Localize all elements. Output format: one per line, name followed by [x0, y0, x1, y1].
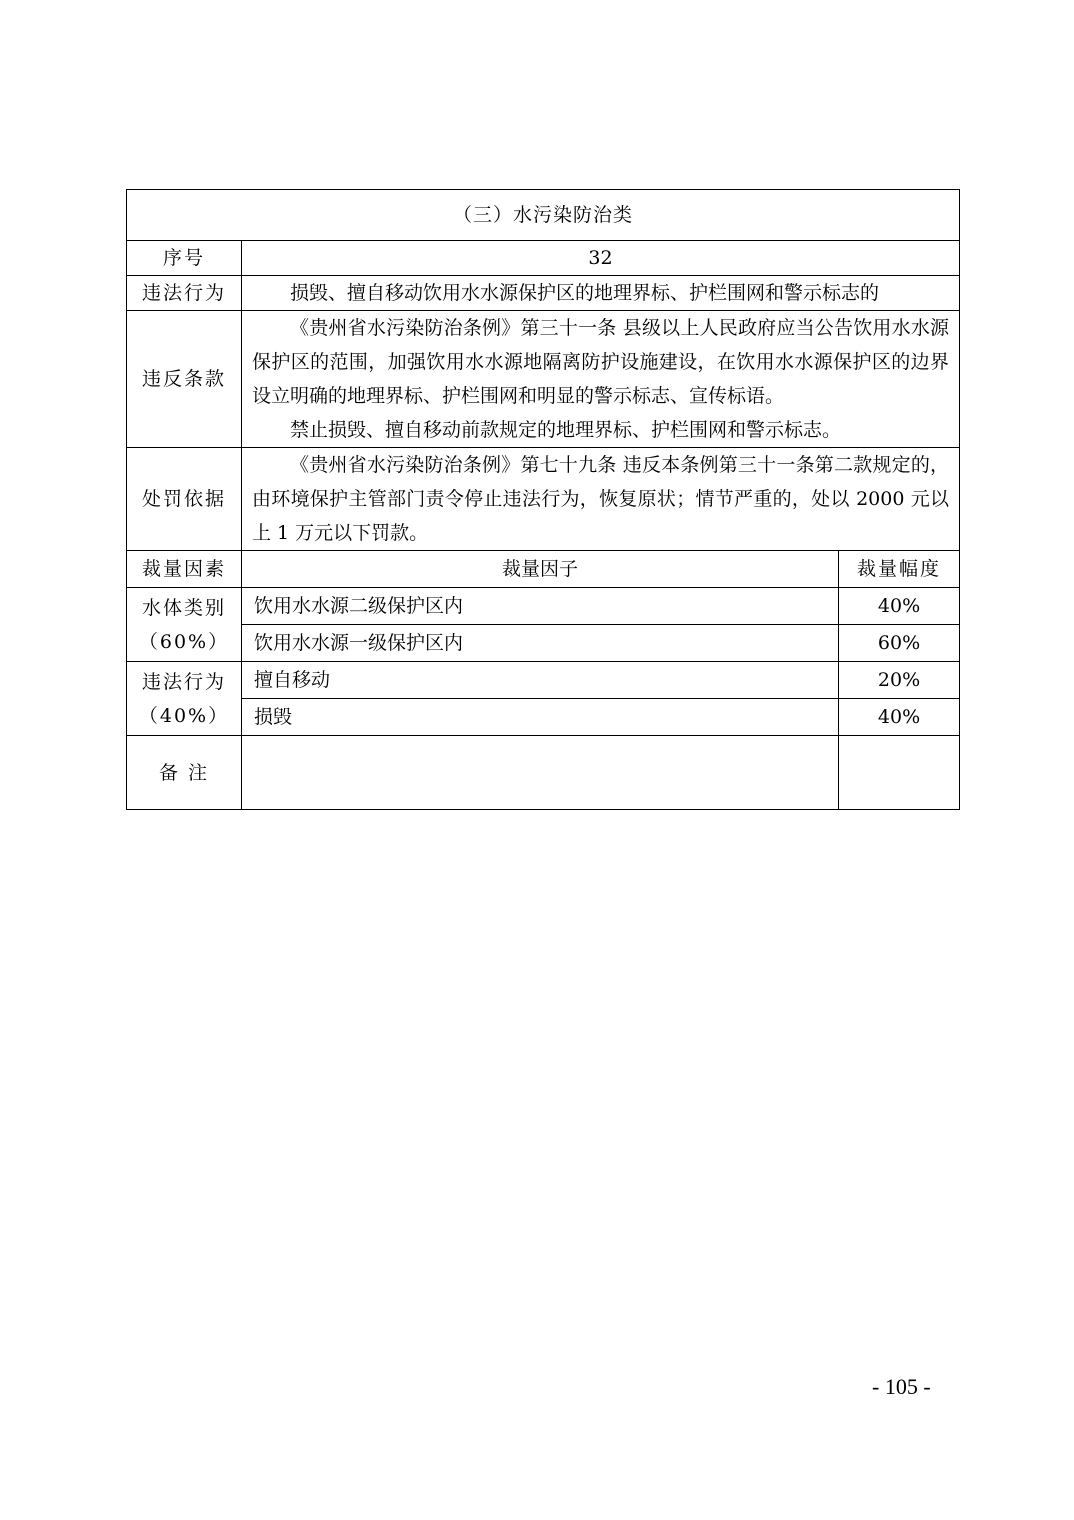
violation-value: [242, 276, 960, 311]
clause-row: [127, 311, 960, 448]
basis-row: [127, 448, 960, 551]
penalty-discretion-table: [126, 189, 960, 810]
factor-group-name: 违法行为: [141, 670, 226, 693]
factor-item: 饮用水水源一级保护区内: [242, 625, 839, 662]
sequence-value: 32: [242, 241, 960, 276]
clause-content: [242, 311, 960, 448]
factor-group-weight: （40%）: [138, 704, 230, 727]
factor-range: 20%: [839, 662, 960, 699]
factor-item: 损毁: [242, 699, 839, 736]
factor-range: 40%: [839, 699, 960, 736]
factor-range: 60%: [839, 625, 960, 662]
factor-group-name: 水体类别: [141, 596, 226, 619]
sequence-label: 序号: [127, 241, 242, 276]
violation-label: 违法行为: [127, 276, 242, 311]
note-row: [127, 736, 960, 810]
table-title: （三）水污染防治类: [127, 190, 960, 241]
note-label: 备 注: [127, 736, 242, 810]
basis-content: [242, 448, 960, 551]
note-extra: [839, 736, 960, 810]
factor-row: [127, 625, 960, 662]
basis-paragraph: 《贵州省水污染防治条例》第七十九条 违反本条例第三十一条第二款规定的，由环境保护主管部门责令停止违法行为，恢复原状；情节严重的，处以 2000 元以上 1 万元以下罚款。: [252, 454, 950, 544]
factor-row: [127, 699, 960, 736]
factor-group-violation: [127, 662, 242, 736]
note-value: [242, 736, 839, 810]
factor-item: 擅自移动: [242, 662, 839, 699]
factor-header: 裁量因素: [127, 551, 242, 588]
violation-row: [127, 276, 960, 311]
range-header: 裁量幅度: [839, 551, 960, 588]
factor-row: [127, 662, 960, 699]
item-header: 裁量因子: [242, 551, 839, 588]
clause-label: 违反条款: [127, 311, 242, 448]
title-row: [127, 190, 960, 241]
factor-group-water-body: [127, 588, 242, 662]
factor-row: [127, 588, 960, 625]
basis-label: 处罚依据: [127, 448, 242, 551]
sequence-row: [127, 241, 960, 276]
factor-group-weight: （60%）: [138, 630, 230, 653]
clause-paragraph: 《贵州省水污染防治条例》第三十一条 县级以上人民政府应当公告饮用水水源保护区的范围，加强饮用水水源地隔离防护设施建设，在饮用水水源保护区的边界设立明确的地理界标、护栏围网和明显的警示标志、宣传标语。: [252, 317, 950, 407]
discretion-header-row: [127, 551, 960, 588]
clause-paragraph: 禁止损毁、擅自移动前款规定的地理界标、护栏围网和警示标志。: [290, 419, 842, 441]
page-number: - 105 -: [872, 1374, 931, 1399]
factor-item: 饮用水水源二级保护区内: [242, 588, 839, 625]
factor-range: 40%: [839, 588, 960, 625]
violation-text: 损毁、擅自移动饮用水水源保护区的地理界标、护栏围网和警示标志的: [290, 282, 880, 304]
